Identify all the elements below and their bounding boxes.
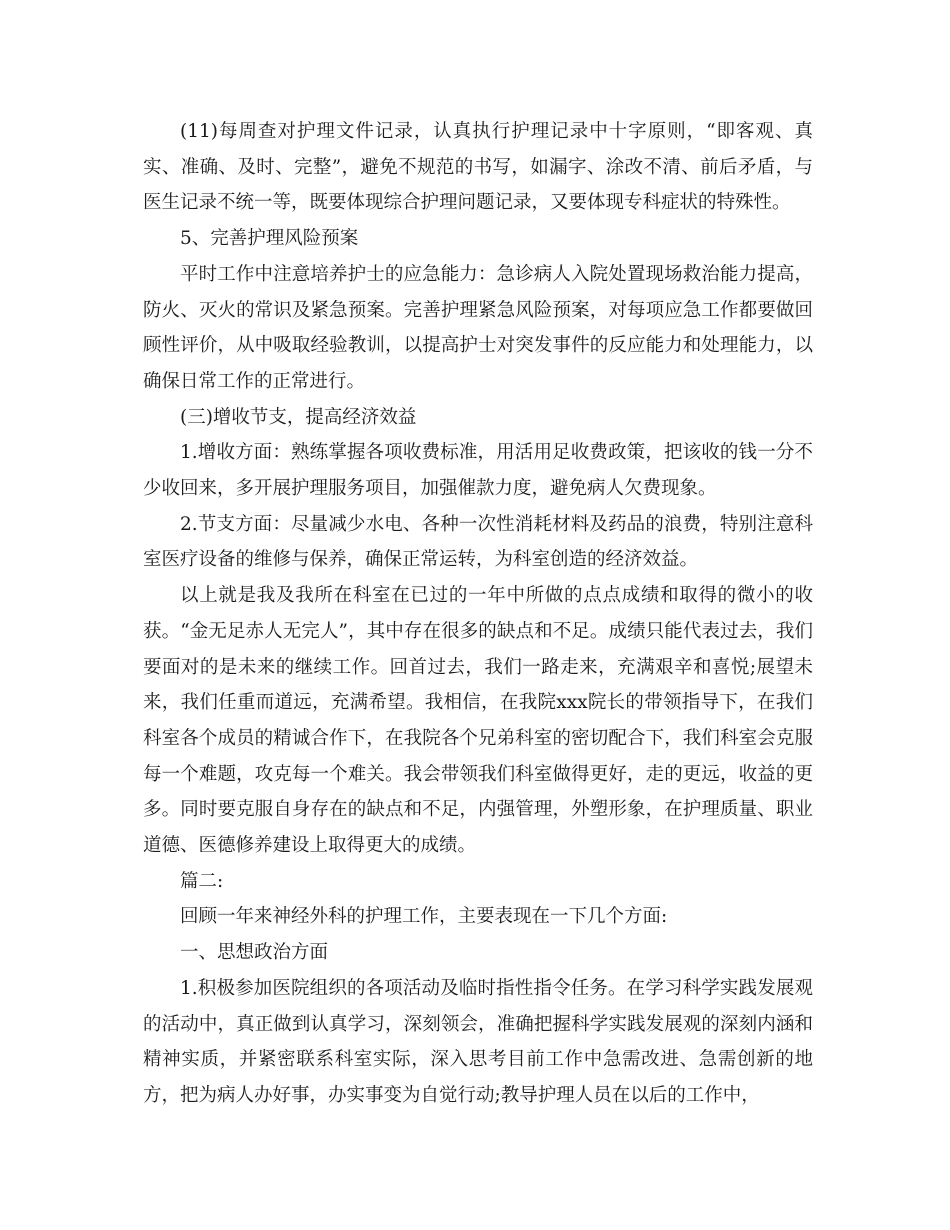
paragraph-emergency-ability: 平时工作中注意培养护士的应急能力：急诊病人入院处置现场救治能力提高，防火、灭火的常识及紧急预案。完善护理紧急风险预案，对每项应急工作都要做回顾性评价，从中吸取经验教训，以提高护士对突发事件的反应能力和处理能力，以确保日常工作的正常进行。 <box>143 263 813 392</box>
paragraph-nursing-records: (11)每周查对护理文件记录，认真执行护理记录中十字原则，“即客观、真实、准确、及时、完整”，避免不规范的书写，如漏字、涂改不清、前后矛盾，与医生记录不统一等，既要体现综合护理问题记录，又要体现专科症状的特殊性。 <box>143 121 813 214</box>
heading-part-two: 篇二: <box>180 870 224 892</box>
paragraph-review-intro: 回顾一年来神经外科的护理工作，主要表现在一下几个方面: <box>180 906 668 928</box>
paragraph-activities: 1.积极参加医院组织的各项活动及临时指性指令任务。在学习科学实践发展观的活动中，真正做到认真学习，深刻领会，准确把握科学实践发展观的深刻内涵和精神实质，并紧密联系科室实际，深入思考目前工作中急需改进、急需创新的地方，把为病人办好事，办实事变为自觉行动;教导护理人员在以后的工作中， <box>143 977 813 1106</box>
paragraph-summary: 以上就是我及我所在科室在已过的一年中所做的点点成绩和取得的微小的收获。“金无足赤人无完人”，其中存在很多的缺点和不足。成绩只能代表过去，我们要面对的是未来的继续工作。回首过去，我们一路走来，充满艰辛和喜悦;展望未来，我们任重而道远，充满希望。我相信，在我院xxx院长的带领指导下，在我们科室各个成员的精诚合作下，在我院各个兄弟科室的密切配合下，我们科室会克服每一个难题，攻克每一个难关。我会带领我们科室做得更好，走的更远，收益的更多。同时要克服自身存在的缺点和不足，内强管理，外塑形象，在护理质量、职业道德、医德修养建设上取得更大的成绩。 <box>143 585 813 857</box>
heading-political: 一、思想政治方面 <box>180 942 329 964</box>
document-body <box>143 114 813 1114</box>
paragraph-cost-saving: 2.节支方面：尽量减少水电、各种一次性消耗材料及药品的浪费，特别注意科室医疗设备的维修与保养，确保正常运转，为科室创造的经济效益。 <box>143 513 813 571</box>
heading-economic-benefit: (三)增收节支，提高经济效益 <box>180 406 417 428</box>
heading-risk-plan: 5、完善护理风险预案 <box>180 228 359 250</box>
paragraph-revenue: 1.增收方面：熟练掌握各项收费标准，用活用足收费政策，把该收的钱一分不少收回来，多开展护理服务项目，加强催款力度，避免病人欠费现象。 <box>143 442 813 500</box>
